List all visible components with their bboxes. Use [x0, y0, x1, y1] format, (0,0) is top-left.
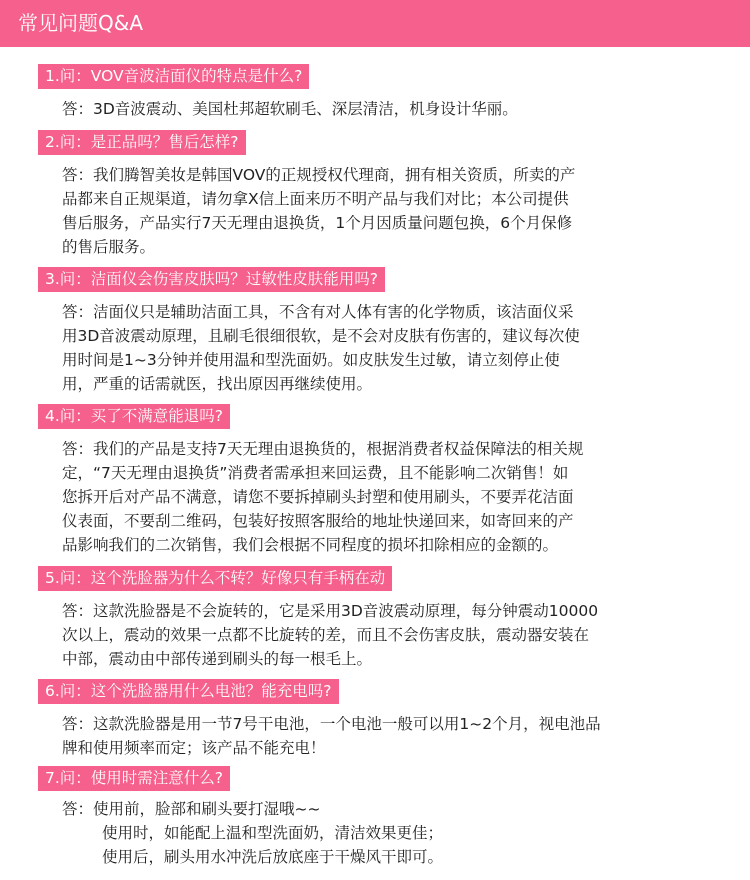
answer-5: [62, 599, 692, 671]
answer-line: 答：使用前，脸部和刷头要打湿哦~~: [62, 800, 321, 818]
answer-line: 品都来自正规渠道，请勿拿X信上面来历不明产品与我们对比；本公司提供: [62, 190, 569, 208]
answer-line: 用时间是1~3分钟并使用温和型洗面奶。如皮肤发生过敏，请立刻停止使: [62, 351, 560, 369]
answer-line: 答：这款洗脸器是不会旋转的，它是采用3D音波震动原理，每分钟震动10000: [62, 602, 599, 620]
question-5: 5.问：这个洗脸器为什么不转？好像只有手柄在动: [38, 566, 392, 591]
answer-line: 使用后，刷头用水冲洗后放底座于干燥风干即可。: [102, 848, 444, 866]
page-title: 常见问题Q&A: [18, 11, 144, 35]
answer-line: 用3D音波震动原理，且刷毛很细很软，是不会对皮肤有伤害的，建议每次使: [62, 327, 580, 345]
answer-line: 答：这款洗脸器是用一节7号干电池，一个电池一般可以用1~2个月，视电池品: [62, 715, 601, 733]
answer-line: 您拆开后对产品不满意，请您不要拆掉刷头封塑和使用刷头，不要弄花洁面: [62, 488, 574, 506]
answer-line: 的售后服务。: [62, 238, 156, 256]
question-6: 6.问：这个洗脸器用什么电池？能充电吗?: [38, 679, 339, 704]
answer-line: 仪表面，不要刮二维码，包装好按照客服给的地址快递回来，如寄回来的产: [62, 512, 574, 530]
answer-line: 用，严重的话需就医，找出原因再继续使用。: [62, 375, 373, 393]
answer-line: 品影响我们的二次销售，我们会根据不同程度的损坏扣除相应的金额的。: [62, 536, 559, 554]
question-7: 7.问：使用时需注意什么?: [38, 766, 230, 791]
question-2: 2.问：是正品吗？售后怎样?: [38, 130, 246, 155]
answer-6: [62, 712, 692, 760]
question-3: 3.问：洁面仪会伤害皮肤吗？过敏性皮肤能用吗?: [38, 267, 385, 292]
answer-line: 答：3D音波震动、美国杜邦超软刷毛、深层清洁，机身设计华丽。: [62, 100, 518, 118]
answer-1: [62, 97, 692, 121]
answer-line: 定，“7天无理由退换货”消费者需承担来回运费，且不能影响二次销售！如: [62, 464, 569, 482]
answer-line: 牌和使用频率而定；该产品不能充电！: [62, 739, 326, 757]
answer-7: [62, 797, 692, 869]
header-bar: [0, 0, 750, 47]
answer-line: 售后服务，产品实行7天无理由退换货，1个月因质量问题包换，6个月保修: [62, 214, 573, 232]
answer-line: 使用时，如能配上温和型洗面奶，清洁效果更佳；: [102, 824, 444, 842]
answer-4: [62, 437, 692, 557]
answer-line: 次以上，震动的效果一点都不比旋转的差，而且不会伤害皮肤，震动器安装在: [62, 626, 590, 644]
answer-line: 答：我们腾智美妆是韩国VOV的正规授权代理商，拥有相关资质，所卖的产: [62, 166, 576, 184]
question-1: 1.问：VOV音波洁面仪的特点是什么?: [38, 64, 309, 89]
answer-line: 中部，震动由中部传递到刷头的每一根毛上。: [62, 650, 373, 668]
answer-line: 答：我们的产品是支持7天无理由退换货的，根据消费者权益保障法的相关规: [62, 440, 584, 458]
answer-2: [62, 163, 692, 259]
answer-line: 答：洁面仪只是辅助洁面工具，不含有对人体有害的化学物质，该洁面仪采: [62, 303, 574, 321]
answer-3: [62, 300, 692, 396]
question-4: 4.问：买了不满意能退吗?: [38, 404, 230, 429]
